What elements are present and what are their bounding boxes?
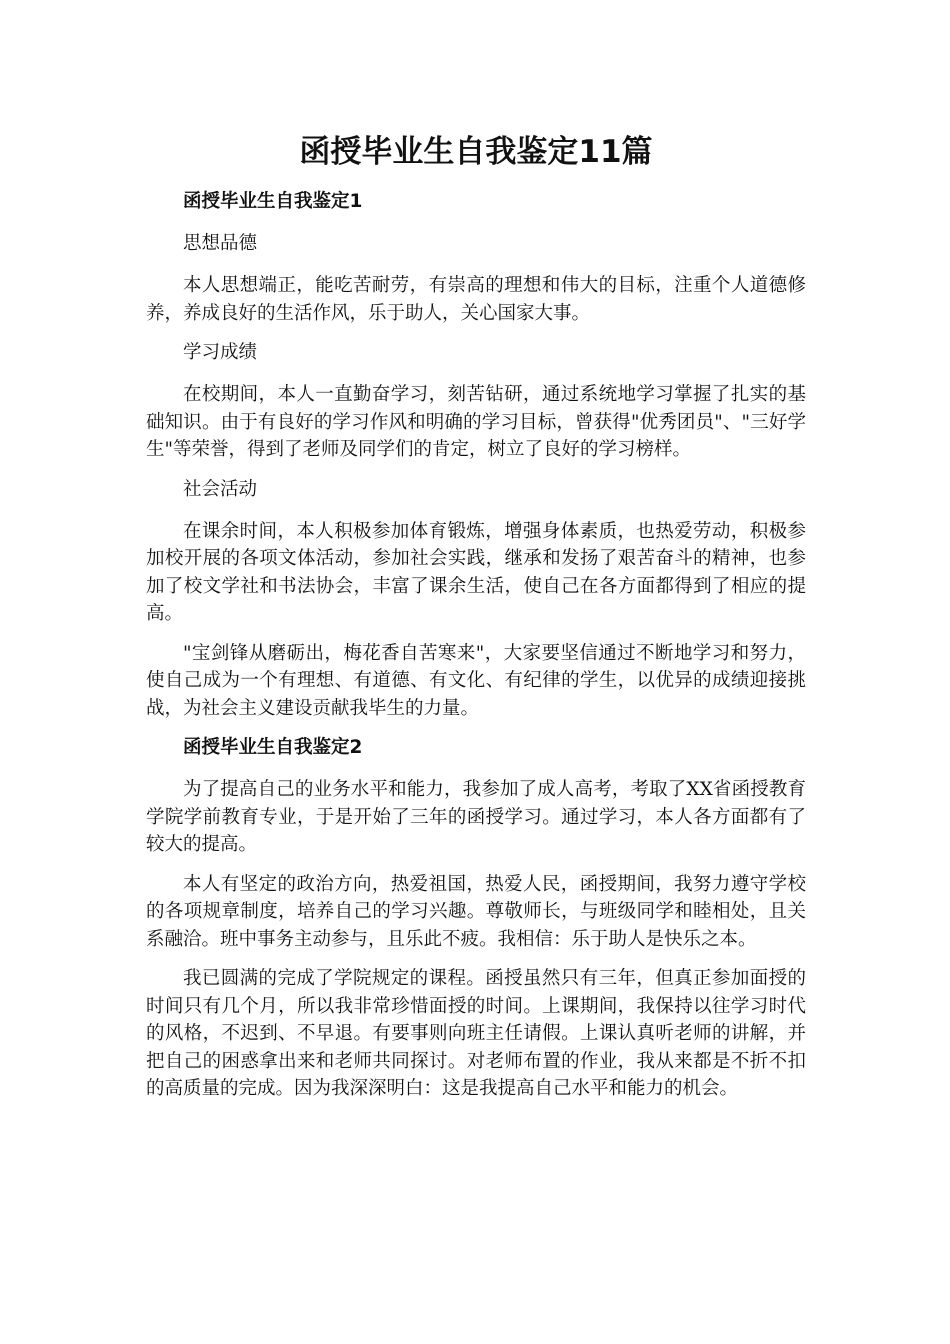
paragraph: 为了提高自己的业务水平和能力，我参加了成人高考，考取了XX省函授教育学院学前教育专业，于是开始了三年的函授学习。通过学习，本人各方面都有了较大的提高。: [146, 779, 806, 855]
paragraph: 我已圆满的完成了学院规定的课程。函授虽然只有三年，但真正参加面授的时间只有几个月，所以我非常珍惜面授的时间。上课期间，我保持以往学习时代的风格，不迟到、不早退。有要事则向班主任请假。上课认真听老师的讲解，并把自己的困惑拿出来和老师共同探讨。对老师布置的作业，我从来都是不折不扣的高质量的完成。因为我深深明白：这是我提高自己水平和能力的机会。: [146, 968, 806, 1099]
document-page: [146, 130, 806, 1115]
paragraph: 本人思想端正，能吃苦耐劳，有崇高的理想和伟大的目标，注重个人道德修养，养成良好的生活作风，乐于助人，关心国家大事。: [146, 275, 806, 324]
subheading: 社会活动: [183, 478, 258, 500]
subheading: 思想品德: [183, 233, 258, 254]
subheading: 学习成绩: [183, 342, 258, 363]
paragraph: 在校期间，本人一直勤奋学习，刻苦钻研，通过系统地学习掌握了扎实的基础知识。由于有良好的学习作风和明确的学习目标，曾获得"优秀团员"、"三好学生"等荣誉，得到了老师及同学们的肯定，树立了良好的学习榜样。: [146, 384, 806, 460]
document-title: 函授毕业生自我鉴定11篇: [299, 134, 653, 170]
paragraph: 在课余时间，本人积极参加体育锻炼，增强身体素质，也热爱劳动，积极参加校开展的各项文体活动，参加社会实践，继承和发扬了艰苦奋斗的精神，也参加了校文学社和书法协会，丰富了课余生活，使自己在各方面都得到了相应的提高。: [146, 520, 806, 624]
paragraph: "宝剑锋从磨砺出，梅花香自苦寒来"，大家要坚信通过不断地学习和努力，使自己成为一个有理想、有道德、有文化、有纪律的学生，以优异的成绩迎接挑战，为社会主义建设贡献我毕生的力量。: [146, 642, 806, 719]
section-heading: 函授毕业生自我鉴定2: [183, 737, 363, 758]
paragraph: 本人有坚定的政治方向，热爱祖国，热爱人民，函授期间，我努力遵守学校的各项规章制度，培养自己的学习兴趣。尊敬师长，与班级同学和睦相处，且关系融洽。班中事务主动参与，且乐此不疲。我相信：乐于助人是快乐之本。: [146, 873, 806, 950]
section-heading: 函授毕业生自我鉴定1: [183, 191, 363, 212]
